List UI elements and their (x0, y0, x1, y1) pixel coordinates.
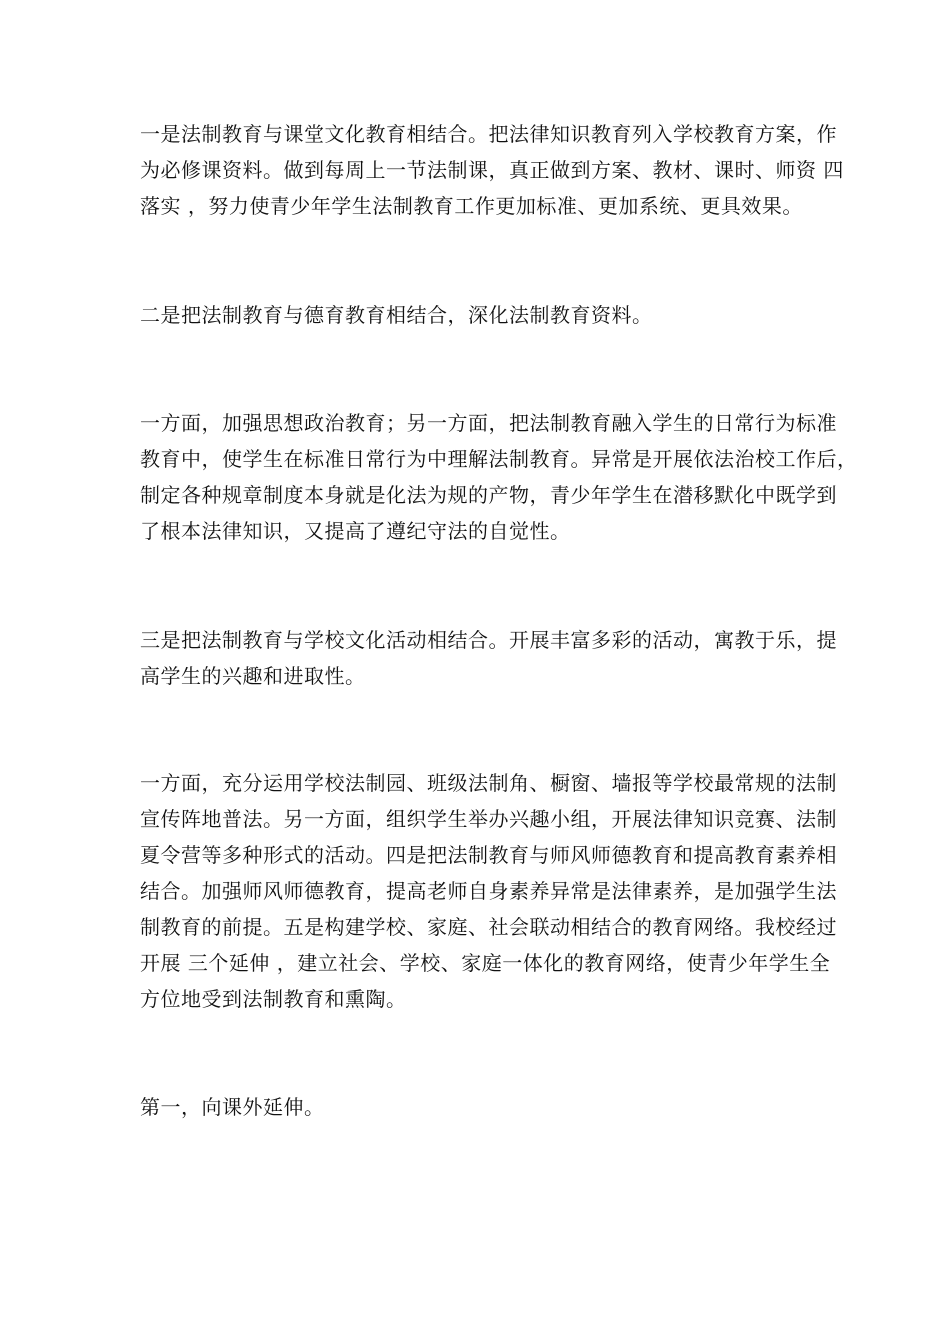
text-line: 夏令营等多种形式的活动。四是把法制教育与师风师德教育和提高教育素养相 (140, 843, 837, 867)
text-line: 宣传阵地普法。另一方面，组织学生举办兴趣小组，开展法律知识竞赛、法制 (140, 807, 837, 831)
text-line: 二是把法制教育与德育教育相结合，深化法制教育资料。 (140, 303, 653, 327)
paragraph-moral-integration (140, 297, 812, 333)
text-line: 一方面，加强思想政治教育；另一方面，把法制教育融入学生的日常行为标准 (140, 411, 837, 435)
text-line: 结合。加强师风师德教育，提高老师自身素养异常是法律素养，是加强学生法 (140, 879, 837, 903)
text-line: 第一，向课外延伸。 (140, 1095, 325, 1119)
text-line: 为必修课资料。做到每周上一节法制课，真正做到方案、教材、课时、师资 四 (140, 158, 844, 182)
paragraph-classroom-integration (140, 116, 844, 224)
text-line: 教育中，使学生在标准日常行为中理解法制教育。异常是开展依法治校工作后， (140, 447, 858, 471)
text-line: 方位地受到法制教育和熏陶。 (140, 987, 407, 1011)
paragraph-publicity-and-network (140, 765, 837, 1017)
text-line: 一是法制教育与课堂文化教育相结合。把法律知识教育列入学校教育方案，作 (140, 122, 837, 146)
text-line: 一方面，充分运用学校法制园、班级法制角、橱窗、墙报等学校最常规的法制 (140, 771, 837, 795)
paragraph-first-extension (140, 1089, 812, 1125)
text-line: 制定各种规章制度本身就是化法为规的产物，青少年学生在潜移默化中既学到 (140, 483, 837, 507)
paragraph-political-education (140, 405, 858, 549)
text-line: 制教育的前提。五是构建学校、家庭、社会联动相结合的教育网络。我校经过 (140, 915, 837, 939)
text-line: 落实 ，努力使青少年学生法制教育工作更加标准、更加系统、更具效果。 (140, 194, 803, 218)
paragraph-cultural-activities (140, 622, 837, 694)
text-line: 高学生的兴趣和进取性。 (140, 664, 366, 688)
text-line: 三是把法制教育与学校文化活动相结合。开展丰富多彩的活动，寓教于乐，提 (140, 628, 837, 652)
text-line: 开展 三个延伸 ，建立社会、学校、家庭一体化的教育网络，使青少年学生全 (140, 951, 831, 975)
text-line: 了根本法律知识，又提高了遵纪守法的自觉性。 (140, 519, 571, 543)
